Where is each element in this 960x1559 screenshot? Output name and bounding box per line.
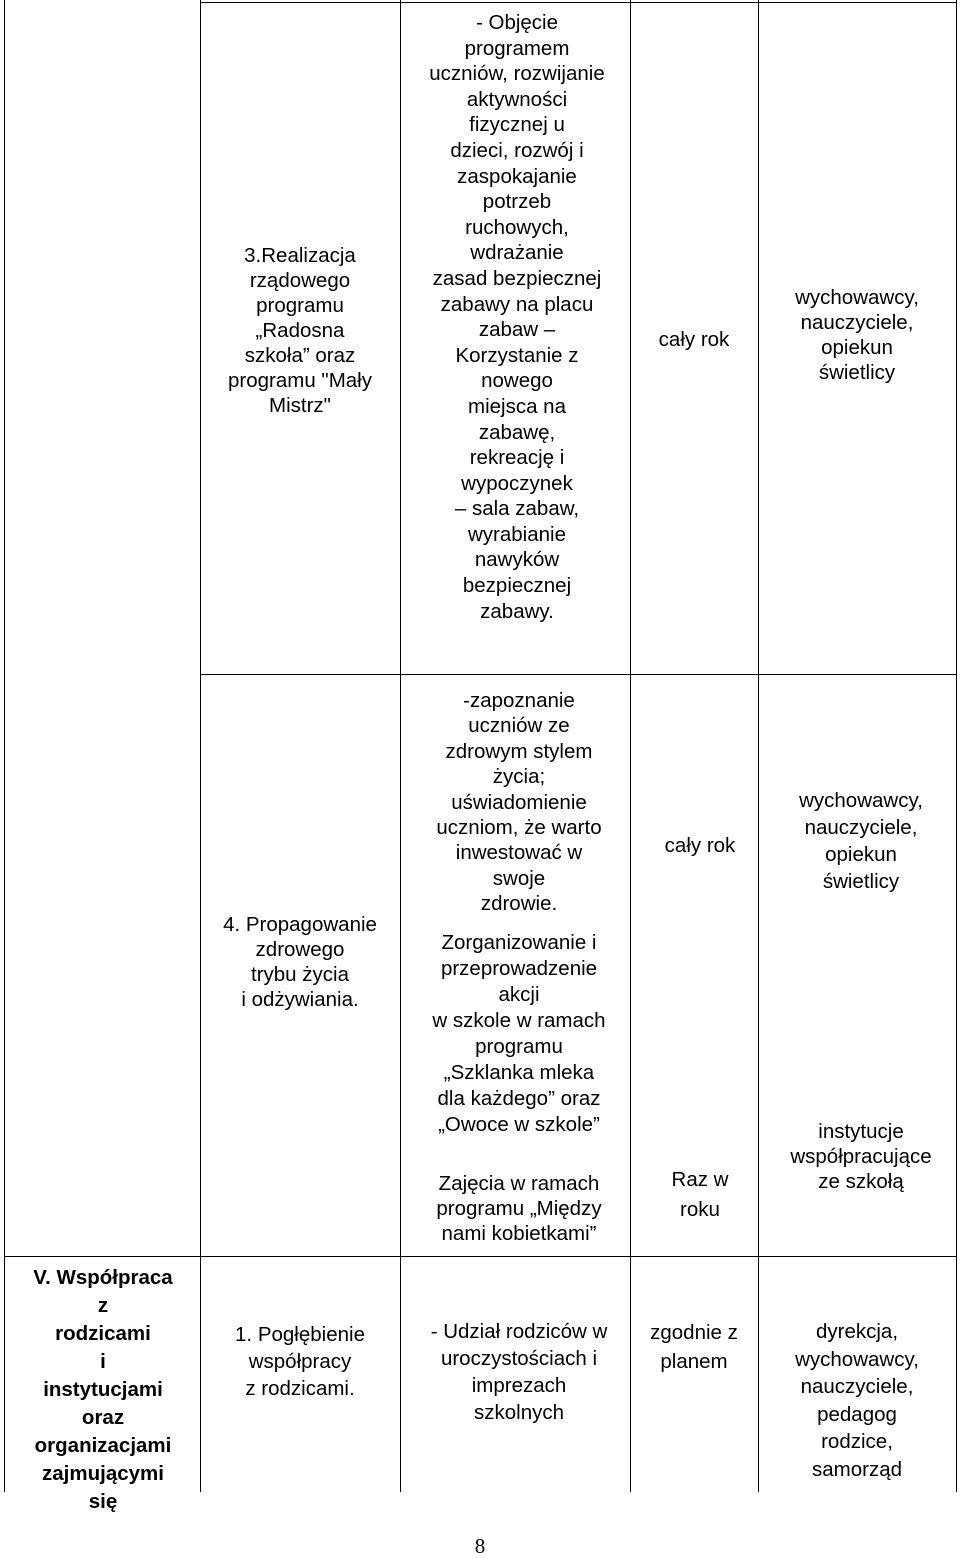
text-line: inwestować w [455, 841, 583, 865]
text-line: 4. Propagowanie [223, 913, 377, 936]
text-line: się [88, 1490, 118, 1513]
text-line: imprezach [471, 1374, 567, 1397]
text-line: nauczyciele, [800, 311, 914, 334]
text-line: zaspokajanie [457, 164, 577, 188]
text-line: wychowawcy, [795, 286, 919, 309]
section-heading-cell [6, 1264, 200, 1516]
row1-responsible-cell [758, 285, 956, 385]
text-line: rodzice, [821, 1430, 893, 1454]
row3-term-cell [630, 1318, 758, 1376]
text-line: aktywności [466, 87, 568, 111]
text-line: przeprowadzenie [440, 957, 598, 980]
text-line: wychowawcy, [799, 789, 923, 812]
row3-responsible-cell [758, 1318, 956, 1484]
text-line: uczniom, że warto [436, 816, 602, 840]
text-line: bezpiecznej [462, 574, 572, 598]
text-line: szkoła” oraz [244, 344, 356, 367]
text-line: wychowawcy, [795, 1347, 919, 1371]
text-line: Korzystanie z [455, 343, 579, 367]
text-line: „Owoce w szkole” [438, 1113, 600, 1136]
text-line: samorząd [811, 1457, 902, 1481]
text-line: zgodnie z [650, 1321, 738, 1344]
text-line: uświadomienie [451, 790, 587, 814]
text-line: oraz [81, 1406, 125, 1429]
row1-actions-cell [402, 10, 632, 624]
column-divider-1 [200, 0, 201, 1492]
text-line: instytucje [818, 1120, 904, 1143]
text-line: opiekun [825, 843, 897, 866]
text-line: rządowego [249, 269, 351, 292]
text-line: trybu życia [251, 963, 349, 986]
text-line: szkolnych [473, 1401, 564, 1424]
text-line: – sala zabaw, [454, 497, 580, 521]
row-divider-top [200, 2, 957, 3]
table-border-right [956, 0, 957, 1492]
text-line: wypoczynek [461, 471, 573, 495]
row-divider-2 [4, 1256, 957, 1257]
text-line: życia; [492, 765, 546, 789]
text-line: wdrażanie [470, 241, 564, 265]
text-line: z rodzicami. [245, 1377, 355, 1400]
text-line: programu „Między [436, 1197, 602, 1220]
row-divider-1 [200, 674, 957, 675]
text-line: uczniów ze [468, 714, 570, 738]
text-line: w szkole w ramach [432, 1009, 606, 1032]
text-line: zabaw – [478, 318, 556, 342]
text-line: Raz w [671, 1168, 729, 1191]
text-line: V. Współpraca [33, 1266, 173, 1289]
text-line: fizycznej u [469, 113, 565, 137]
text-line: nauczyciele, [800, 1375, 914, 1399]
text-line: zabawy. [480, 599, 554, 623]
text-line: zdrowego [255, 938, 345, 961]
text-line: rodzicami [55, 1322, 151, 1345]
text-line: świetlicy [822, 870, 900, 893]
text-line: ruchowych, [465, 215, 569, 239]
text-line: nami kobietkami” [441, 1222, 597, 1245]
text-line: opiekun [821, 336, 893, 359]
text-line: świetlicy [818, 361, 896, 384]
text-line: wyrabianie [468, 522, 566, 546]
text-line: miejsca na [468, 394, 566, 418]
text-line: zasad bezpiecznej [432, 266, 602, 290]
text-line: instytucjami [43, 1378, 163, 1401]
text-line: zdrowie. [480, 892, 558, 916]
text-line: uroczystościach i [440, 1347, 598, 1370]
column-divider-4 [758, 0, 759, 1492]
text-line: programu [256, 294, 344, 317]
row2-term-yearly-cell [636, 1165, 764, 1225]
text-line: swoje [492, 866, 546, 890]
text-line: -zapoznanie [463, 689, 575, 712]
page-number: 8 [474, 1534, 486, 1558]
text-line: dla każdego” oraz [437, 1087, 601, 1110]
text-line: „Szklanka mleka [443, 1061, 595, 1084]
text-line: roku [680, 1198, 720, 1221]
text-line: cały rok [664, 834, 736, 857]
text-line: i [100, 1350, 106, 1373]
text-line: „Radosna [255, 319, 345, 342]
text-line: nowego [481, 369, 553, 393]
text-line: programem [464, 36, 570, 60]
section-heading-clip [0, 1262, 200, 1513]
text-line: 1. Pogłębienie [235, 1323, 365, 1346]
text-line: dzieci, rozwój i [450, 138, 584, 162]
text-line: 3.Realizacja [244, 244, 356, 267]
text-line: Zajęcia w ramach [438, 1172, 600, 1195]
text-line: zdrowym stylem [445, 739, 593, 763]
row2-responsible-cell [762, 787, 960, 895]
text-line: - Objęcie [475, 11, 559, 34]
text-line: Mistrz" [269, 394, 331, 417]
text-line: programu "Mały [228, 369, 372, 392]
text-line: nauczyciele, [804, 816, 918, 839]
row1-task-cell [200, 243, 400, 418]
text-line: programu [475, 1035, 563, 1058]
text-line: nawyków [474, 548, 560, 572]
text-line: planem [660, 1350, 728, 1373]
text-line: z [97, 1294, 109, 1317]
text-line: rekreację i [469, 446, 565, 470]
row2-actions-programs-cell [404, 930, 634, 1138]
text-line: pedagog [817, 1402, 897, 1426]
text-line: potrzeb [482, 190, 552, 214]
row3-task-cell [200, 1321, 400, 1402]
text-line: i odżywiania. [241, 988, 359, 1011]
text-line: współpracujące [790, 1145, 932, 1168]
text-line: cały rok [658, 328, 730, 351]
row2-actions-classes-cell [404, 1171, 634, 1246]
text-line: zabawę, [478, 420, 556, 444]
column-divider-2 [400, 0, 401, 1492]
text-line: ze szkołą [818, 1170, 904, 1193]
text-line: zabawy na placu [440, 292, 594, 316]
row2-responsible-institutions-cell [762, 1119, 960, 1194]
text-line: Zorganizowanie i [441, 931, 597, 954]
row2-actions-health-cell [404, 688, 634, 917]
row2-term-cell [636, 833, 764, 858]
text-line: uczniów, rozwijanie [429, 62, 605, 86]
text-line: współpracy [248, 1350, 352, 1373]
text-line: zajmującymi [42, 1462, 164, 1485]
row2-task-cell [200, 912, 400, 1012]
text-line: - Udział rodziców w [430, 1320, 608, 1343]
row1-term-cell [630, 327, 758, 352]
text-line: dyrekcja, [815, 1320, 899, 1343]
text-line: organizacjami [34, 1434, 172, 1457]
text-line: akcji [498, 983, 540, 1006]
row3-actions-cell [404, 1318, 634, 1426]
